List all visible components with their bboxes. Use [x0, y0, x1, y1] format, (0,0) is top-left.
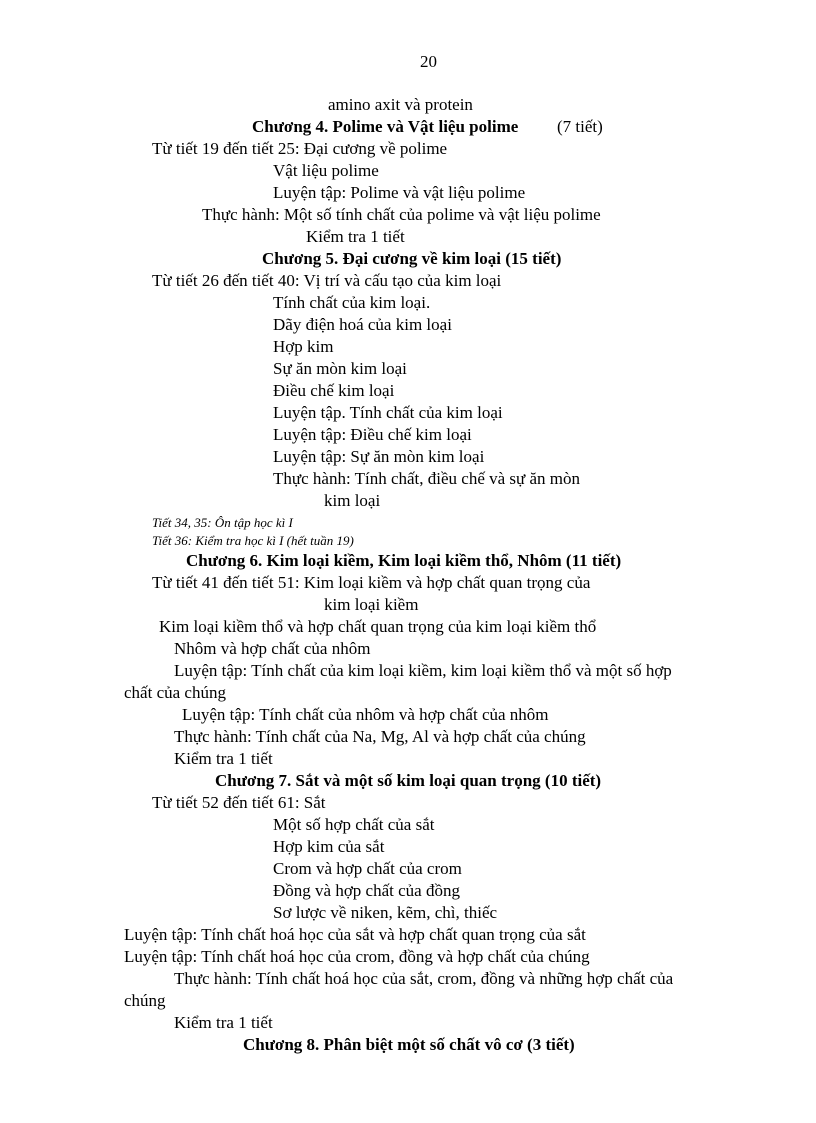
text-line: Thực hành: Tính chất hoá học của sắt, crom, đồng và những hợp chất của: [174, 969, 674, 988]
text-line: Luyện tập: Điều chế kim loại: [273, 425, 472, 444]
text-line: Luyện tập: Tính chất của kim loại kiềm, kim loại kiềm thổ và một số hợp: [174, 661, 672, 680]
text-line: Sơ lược về niken, kẽm, chì, thiếc: [273, 903, 498, 922]
text-line: Luyện tập: Sự ăn mòn kim loại: [273, 447, 485, 466]
text-line: kim loại kiềm: [324, 595, 419, 614]
text-line: Đồng và hợp chất của đồng: [273, 881, 460, 900]
text-line: Từ tiết 26 đến tiết 40: Vị trí và cấu tạo của kim loại: [152, 271, 502, 290]
italic-note: Tiết 34, 35: Ôn tập học kì I: [152, 515, 293, 530]
page-number: 20: [420, 52, 437, 71]
chapter-heading: Chương 8. Phân biệt một số chất vô cơ (3 tiết): [243, 1035, 575, 1054]
text-line: Tính chất của kim loại.: [273, 293, 431, 312]
text-line: chất của chúng: [124, 683, 226, 702]
chapter-heading: Chương 4. Polime và Vật liệu polime: [252, 117, 519, 136]
text-line: Thực hành: Tính chất của Na, Mg, Al và hợp chất của chúng: [174, 727, 586, 746]
text-line: Luyện tập: Tính chất hoá học của crom, đồng và hợp chất của chúng: [124, 947, 590, 966]
text-line: Sự ăn mòn kim loại: [273, 359, 407, 378]
text-line: Một số hợp chất của sắt: [273, 815, 435, 834]
chapter-period-count: (7 tiết): [557, 117, 603, 136]
text-line: Kiểm tra 1 tiết: [306, 227, 405, 246]
text-line: Crom và hợp chất của crom: [273, 859, 462, 878]
text-line: Kiểm tra 1 tiết: [174, 1013, 273, 1032]
text-line: Thực hành: Một số tính chất của polime và vật liệu polime: [202, 205, 601, 224]
text-line: kim loại: [324, 491, 381, 510]
text-line: Thực hành: Tính chất, điều chế và sự ăn mòn: [273, 469, 581, 488]
text-line: Hợp kim của sắt: [273, 837, 385, 856]
text-line: chúng: [124, 991, 166, 1010]
text-line: Dãy điện hoá của kim loại: [273, 315, 452, 334]
text-line: Luyện tập: Tính chất của nhôm và hợp chất của nhôm: [182, 705, 549, 724]
text-line: Điều chế kim loại: [273, 381, 395, 400]
text-line: Kim loại kiềm thổ và hợp chất quan trọng của kim loại kiềm thổ: [159, 617, 597, 636]
text-line: Từ tiết 52 đến tiết 61: Sắt: [152, 793, 326, 812]
text-line: Nhôm và hợp chất của nhôm: [174, 639, 371, 658]
text-line: amino axit và protein: [328, 95, 473, 114]
text-line: Từ tiết 41 đến tiết 51: Kim loại kiềm và hợp chất quan trọng của: [152, 573, 591, 592]
text-line: Vật liệu polime: [273, 161, 379, 180]
text-line: Hợp kim: [273, 337, 334, 356]
text-line: Kiểm tra 1 tiết: [174, 749, 273, 768]
chapter-heading: Chương 5. Đại cương về kim loại (15 tiết): [262, 249, 562, 268]
italic-note: Tiết 36: Kiểm tra học kì I (hết tuần 19): [152, 533, 354, 548]
chapter-heading: Chương 6. Kim loại kiềm, Kim loại kiềm thổ, Nhôm (11 tiết): [186, 551, 622, 570]
text-line: Luyện tập: Tính chất hoá học của sắt và hợp chất quan trọng của sắt: [124, 925, 586, 944]
text-line: Luyện tập: Polime và vật liệu polime: [273, 183, 526, 202]
text-line: Từ tiết 19 đến tiết 25: Đại cương về polime: [152, 139, 448, 158]
chapter-heading: Chương 7. Sắt và một số kim loại quan trọng (10 tiết): [215, 771, 602, 790]
text-line: Luyện tập. Tính chất của kim loại: [273, 403, 503, 422]
